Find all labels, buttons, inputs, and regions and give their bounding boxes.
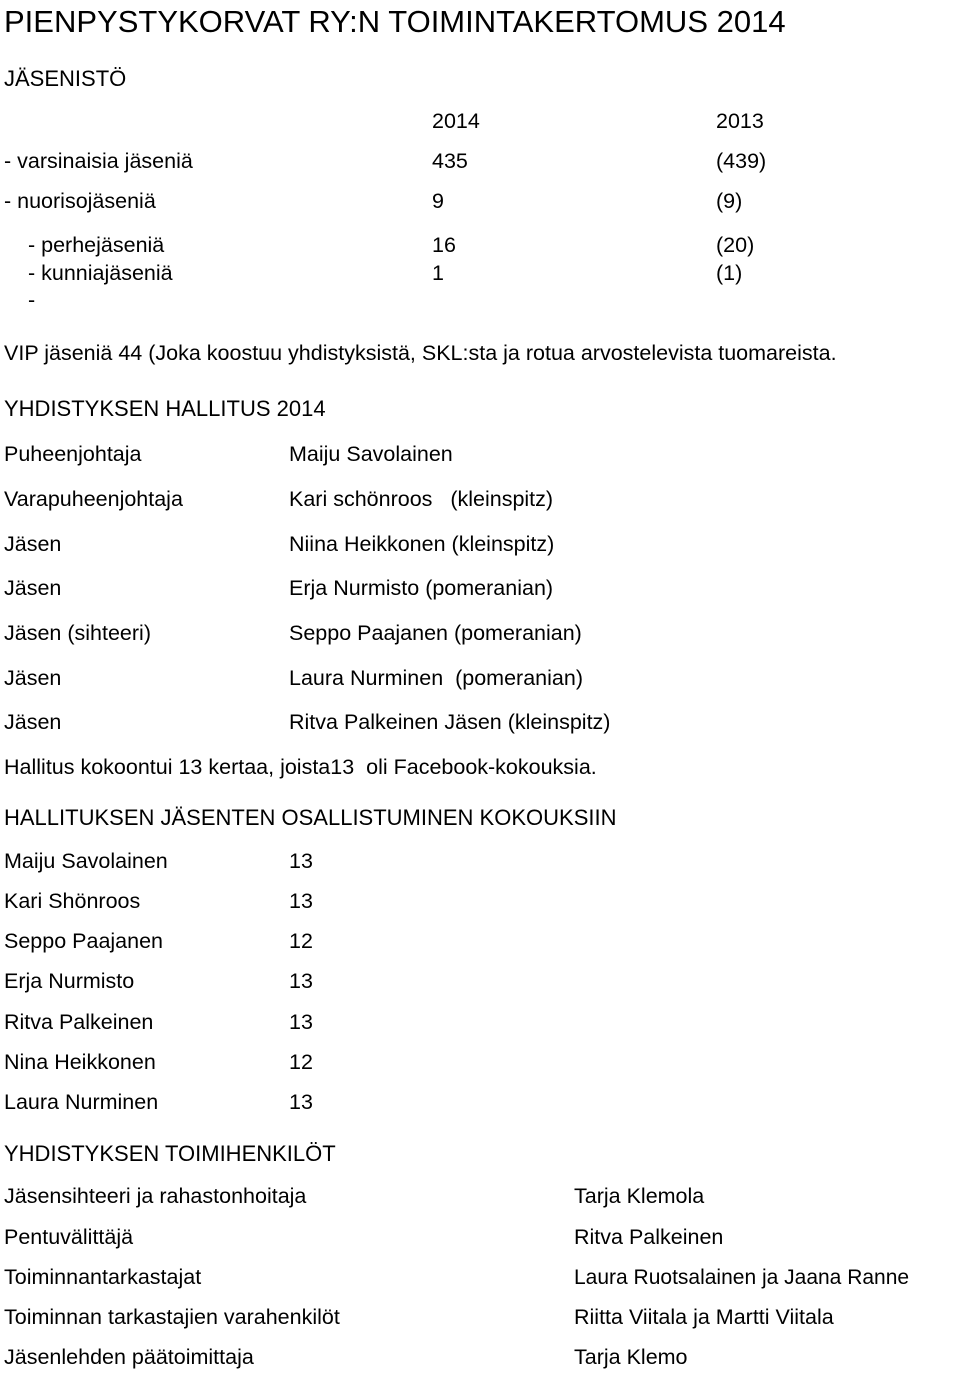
official-name: Tarja Klemo [574,1345,688,1369]
attendance-count: 13 [289,849,313,873]
membership-current: 16 [432,233,456,257]
membership-previous: (1) [716,261,743,285]
attendance-name: Laura Nurminen [4,1090,159,1114]
membership-current: 9 [432,189,444,213]
official-role: Pentuvälittäjä [4,1225,134,1249]
board-member-name: Laura Nurminen (pomeranian) [289,666,583,690]
attendance-heading: HALLITUKSEN JÄSENTEN OSALLISTUMINEN KOKOUKSIIN [4,805,617,830]
attendance-count: 13 [289,1010,313,1034]
board-member-name: Maiju Savolainen [289,442,453,466]
attendance-name: Nina Heikkonen [4,1050,156,1074]
document-title: PIENPYSTYKORVAT RY:N TOIMINTAKERTOMUS 2014 [4,4,786,39]
attendance-name: Kari Shönroos [4,889,141,913]
board-member-name: Kari schönroos (kleinspitz) [289,487,554,511]
board-role: Jäsen [4,710,62,734]
official-name: Ritva Palkeinen [574,1225,724,1249]
attendance-name: Erja Nurmisto [4,969,135,993]
membership-heading: JÄSENISTÖ [4,66,127,91]
board-member-name: Erja Nurmisto (pomeranian) [289,576,554,600]
board-member-name: Ritva Palkeinen Jäsen (kleinspitz) [289,710,611,734]
membership-previous: (9) [716,189,743,213]
membership-dash: - [28,288,36,312]
official-role: Jäsenlehden päätoimittaja [4,1345,254,1369]
vip-note: VIP jäseniä 44 (Joka koostuu yhdistyksistä, SKL:sta ja rotua arvostelevista tuomareista. [4,341,837,365]
board-role: Puheenjohtaja [4,442,142,466]
attendance-name: Maiju Savolainen [4,849,168,873]
official-name: Tarja Klemola [574,1184,705,1208]
membership-current: 435 [432,149,468,173]
membership-previous: (20) [716,233,755,257]
membership-label: - kunniajäseniä [28,261,173,285]
board-member-name: Seppo Paajanen (pomeranian) [289,621,582,645]
board-role: Jäsen [4,532,62,556]
board-meetings-note: Hallitus kokoontui 13 kertaa, joista13 oli Facebook-kokouksia. [4,755,597,779]
membership-label: - varsinaisia jäseniä [4,149,193,173]
attendance-count: 13 [289,1090,313,1114]
membership-label: - perhejäseniä [28,233,165,257]
board-role: Jäsen [4,666,62,690]
board-role: Varapuheenjohtaja [4,487,183,511]
official-role: Toiminnan tarkastajien varahenkilöt [4,1305,340,1329]
membership-current: 1 [432,261,444,285]
official-role: Jäsensihteeri ja rahastonhoitaja [4,1184,307,1208]
board-heading: YHDISTYKSEN HALLITUS 2014 [4,396,326,421]
attendance-count: 13 [289,889,313,913]
official-name: Laura Ruotsalainen ja Jaana Ranne [574,1266,910,1289]
membership-label: - nuorisojäseniä [4,189,156,213]
attendance-name: Seppo Paajanen [4,929,164,953]
year-current-header: 2014 [432,109,480,133]
officials-heading: YHDISTYKSEN TOIMIHENKILÖT [4,1141,336,1166]
board-member-name: Niina Heikkonen (kleinspitz) [289,532,555,556]
attendance-count: 12 [289,1050,313,1074]
year-previous-header: 2013 [716,109,764,133]
official-name: Riitta Viitala ja Martti Viitala [574,1305,834,1329]
board-role: Jäsen (sihteeri) [4,621,151,645]
attendance-count: 12 [289,929,313,953]
membership-previous: (439) [716,149,767,173]
attendance-count: 13 [289,969,313,993]
attendance-name: Ritva Palkeinen [4,1010,154,1034]
board-role: Jäsen [4,576,62,600]
official-role: Toiminnantarkastajat [4,1265,202,1289]
